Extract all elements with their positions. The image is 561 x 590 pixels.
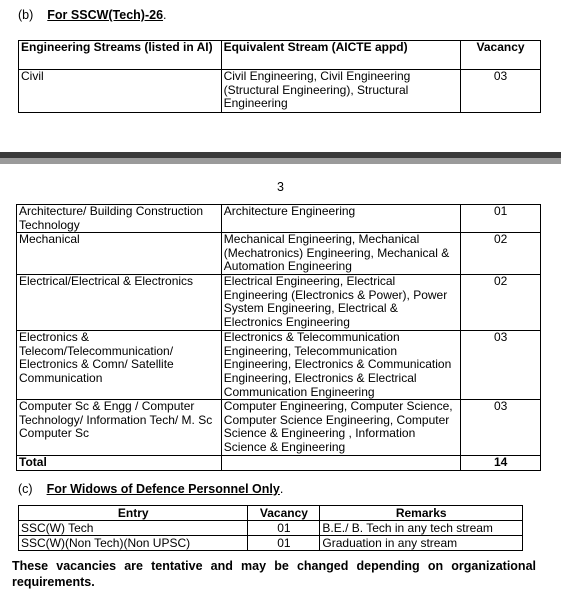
- cell-stream: Electronics & Telecom/Telecommunication/ Electronics & Comn/ Satellite Communication: [17, 331, 222, 400]
- header-streams: Engineering Streams (listed in AI): [19, 41, 222, 70]
- cell-vacancy: 01: [248, 521, 320, 536]
- cell-vacancy: 02: [461, 233, 541, 275]
- table-row: [17, 331, 541, 400]
- cell-vacancy: 03: [461, 400, 541, 456]
- header-vacancy: Vacancy: [461, 41, 541, 70]
- cell-equiv: Electrical Engineering, Electrical Engineering (Electronics & Power), Power System Engineering, Electrical & Electronics Engineering: [221, 275, 460, 331]
- section-c-title: For Widows of Defence Personnel Only: [46, 482, 280, 496]
- vacancy-note: These vacancies are tentative and may be changed depending on organizational requirements.: [12, 559, 536, 589]
- total-empty-cell: [221, 456, 460, 471]
- cell-stream: Computer Sc & Engg / Computer Technology/ Information Tech/ M. Sc Computer Sc: [17, 400, 222, 456]
- table-row: [19, 536, 523, 551]
- cell-vacancy: 03: [461, 70, 541, 113]
- section-b-heading: [18, 8, 167, 22]
- header-remarks: Remarks: [320, 506, 523, 521]
- section-b-title: For SSCW(Tech)-26: [47, 8, 164, 22]
- header-vacancy: Vacancy: [248, 506, 320, 521]
- sscw-tech-table: [18, 40, 541, 113]
- cell-stream: Civil: [19, 70, 222, 113]
- cell-equiv: Architecture Engineering: [221, 205, 460, 233]
- cell-equiv: Computer Engineering, Computer Science, Computer Science Engineering, Computer Science & Engineering , Information Science & Engineering: [221, 400, 460, 456]
- cell-remarks: B.E./ B. Tech in any tech stream: [320, 521, 523, 536]
- cell-stream: Mechanical: [17, 233, 222, 275]
- header-equivalent: Equivalent Stream (AICTE appd): [221, 41, 460, 70]
- section-c-heading: [18, 482, 283, 496]
- table-row: [19, 70, 541, 113]
- cell-entry: SSC(W) Tech: [19, 521, 248, 536]
- cell-vacancy: 03: [461, 331, 541, 400]
- cell-equiv: Mechanical Engineering, Mechanical (Mechatronics) Engineering, Mechanical & Automation Engineering: [221, 233, 460, 275]
- cell-vacancy: 01: [461, 205, 541, 233]
- total-row: [17, 456, 541, 471]
- cell-entry: SSC(W)(Non Tech)(Non UPSC): [19, 536, 248, 551]
- cell-vacancy: 02: [461, 275, 541, 331]
- cell-stream: Electrical/Electrical & Electronics: [17, 275, 222, 331]
- section-b-number: (b): [18, 8, 34, 22]
- widows-table: [18, 505, 523, 551]
- cell-stream: Architecture/ Building Construction Technology: [17, 205, 222, 233]
- table-header-row: [19, 506, 523, 521]
- cell-equiv: Electronics & Telecommunication Engineering, Telecommunication Engineering, Electronics & Communication Engineering, Electronics & Electrical Communication Engineering: [221, 331, 460, 400]
- section-b-suffix: .: [163, 8, 167, 22]
- streams-table: [16, 204, 541, 471]
- table-header-row: [19, 41, 541, 70]
- cell-equiv: Civil Engineering, Civil Engineering (Structural Engineering), Structural Engineering: [221, 70, 460, 113]
- total-value: 14: [461, 456, 541, 471]
- total-label: Total: [17, 456, 222, 471]
- cell-vacancy: 01: [248, 536, 320, 551]
- section-c-number: (c): [18, 482, 33, 496]
- section-c-suffix: .: [279, 482, 284, 496]
- table-row: [19, 521, 523, 536]
- table-row: [17, 400, 541, 456]
- table-row: [17, 205, 541, 233]
- header-entry: Entry: [19, 506, 248, 521]
- table-row: [17, 275, 541, 331]
- cell-remarks: Graduation in any stream: [320, 536, 523, 551]
- page-divider-light: [0, 158, 561, 164]
- table-row: [17, 233, 541, 275]
- page-number: 3: [277, 180, 284, 194]
